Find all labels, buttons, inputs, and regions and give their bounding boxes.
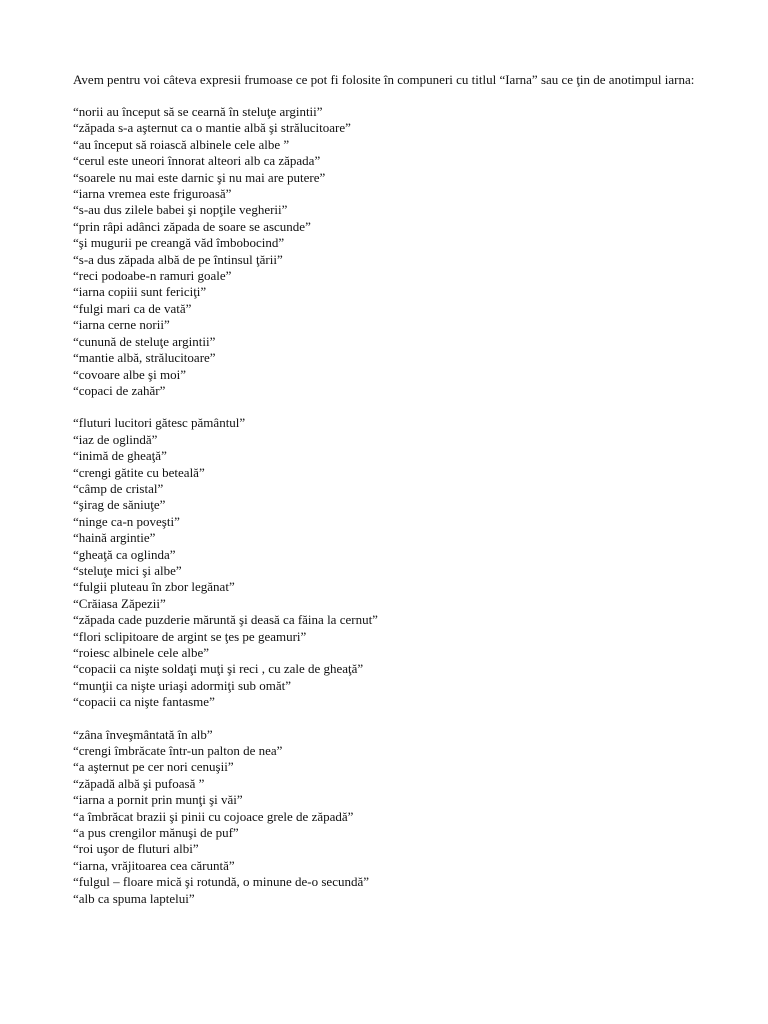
expression-item: “fulgi mari ca de vată” xyxy=(73,300,192,316)
expression-item: “fulgii pluteau în zbor legănat” xyxy=(73,579,235,595)
expression-item: “şi mugurii pe creangă văd îmbobocind” xyxy=(73,235,285,251)
intro-paragraph: Avem pentru voi câteva expresii frumoase ce pot fi folosite în compuneri cu titlul “Iarna” sau ce ţin de anotimpul iarna: xyxy=(73,72,695,87)
expression-item: “ninge ca-n poveşti” xyxy=(73,513,180,529)
expression-item: “câmp de cristal” xyxy=(73,480,164,496)
expression-item: “roi uşor de fluturi albi” xyxy=(73,841,199,857)
expression-item: “Crăiasa Zăpezii” xyxy=(73,595,166,611)
expression-item: “soarele nu mai este darnic şi nu mai are putere” xyxy=(73,169,326,185)
expression-item: “s-au dus zilele babei şi nopţile vegherii” xyxy=(73,202,288,218)
expression-item: “zăpada s-a aşternut ca o mantie albă şi strălucitoare” xyxy=(73,120,351,136)
expression-group-3 xyxy=(73,727,713,907)
expression-item: “norii au început să se cearnă în steluţe argintii” xyxy=(73,104,323,119)
expression-item: “cerul este uneori înnorat alteori alb ca zăpada” xyxy=(73,153,321,169)
expression-item: “prin râpi adânci zăpada de soare se ascunde” xyxy=(73,218,311,234)
expression-item: “zăpada cade puzderie măruntă şi deasă ca făina la cernut” xyxy=(73,612,378,628)
expression-item: “copaci de zahăr” xyxy=(73,382,166,398)
expression-item: “reci podoabe-n ramuri goale” xyxy=(73,268,232,284)
expression-item: “zăpadă albă şi pufoasă ” xyxy=(73,775,205,791)
expression-item: “iaz de oglindă” xyxy=(73,431,158,447)
expression-item: “s-a dus zăpada albă de pe întinsul ţării” xyxy=(73,251,283,267)
expression-item: “crengi gătite cu beteală” xyxy=(73,464,205,480)
expression-item: “flori sclipitoare de argint se ţes pe geamuri” xyxy=(73,628,307,644)
expression-item: “iarna, vrăjitoarea cea căruntă” xyxy=(73,857,235,873)
expression-item: “a pus crengilor mănuşi de puf” xyxy=(73,825,239,841)
expression-item: “gheaţă ca oglinda” xyxy=(73,546,176,562)
expression-item: “crengi îmbrăcate într-un palton de nea” xyxy=(73,743,283,759)
expression-item: “fluturi lucitori gătesc pământul” xyxy=(73,415,246,431)
expression-group-1 xyxy=(73,104,713,399)
expression-item: “copacii ca nişte soldaţi muţi şi reci , cu zale de gheaţă” xyxy=(73,661,364,677)
expression-item: “iarna a pornit prin munţi şi văi” xyxy=(73,792,243,808)
expression-item: “haină argintie” xyxy=(73,530,156,546)
expression-item: “iarna copiii sunt fericiţi” xyxy=(73,284,207,300)
expression-item: “zâna înveşmântată în alb” xyxy=(73,726,213,742)
expression-item: “au început să roiască albinele cele albe ” xyxy=(73,136,290,152)
expression-item: “inimă de gheaţă” xyxy=(73,448,167,464)
expression-item: “iarna vremea este friguroasă” xyxy=(73,186,232,202)
expression-item: “munţii ca nişte uriaşi adormiţi sub omăt” xyxy=(73,677,292,693)
expression-item: “a îmbrăcat brazii şi pinii cu cojoace grele de zăpadă” xyxy=(73,808,354,824)
expression-item: “covoare albe şi moi” xyxy=(73,366,186,382)
expression-item: “şirag de săniuţe” xyxy=(73,497,166,513)
document-page xyxy=(73,71,713,907)
expression-item: “a aşternut pe cer nori cenuşii” xyxy=(73,759,234,775)
expression-item: “cunună de steluţe argintii” xyxy=(73,333,216,349)
expression-item: “iarna cerne norii” xyxy=(73,317,170,333)
expression-item: “fulgul – floare mică şi rotundă, o minune de-o secundă” xyxy=(73,874,370,890)
expression-item: “roiesc albinele cele albe” xyxy=(73,645,210,660)
expression-group-2 xyxy=(73,415,713,710)
expression-item: “mantie albă, strălucitoare” xyxy=(73,350,216,366)
expression-item: “copacii ca nişte fantasme” xyxy=(73,694,215,710)
expression-item: “alb ca spuma laptelui” xyxy=(73,890,195,906)
expression-item: “steluţe mici şi albe” xyxy=(73,562,182,578)
